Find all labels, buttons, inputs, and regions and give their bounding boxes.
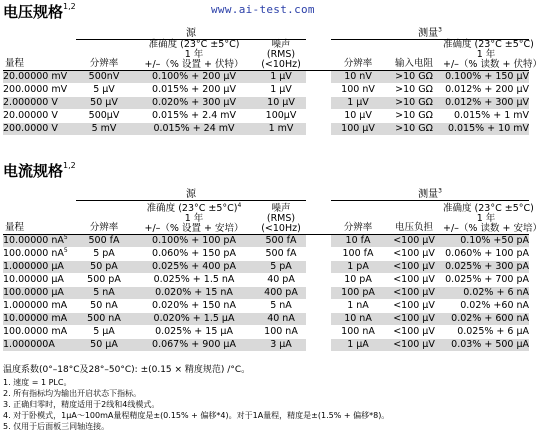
source-resolution-cell: 50 μV [76,97,132,110]
source-accuracy-header: 准确度 (23°C ±5°C) 1 年 +/–（% 设置 + 伏特） [144,39,244,70]
table-row [3,261,529,274]
source-group-header: 源 [76,185,306,201]
noise-cell: 5 nA [256,300,306,313]
noise-cell: 3 μA [256,339,306,352]
source-resolution-cell: 5 nA [76,287,132,300]
footnote-item: 4. 对于卧模式，1μA～100mA量程精度是±(0.15% + 偏移*4)。对于1A量程，精度是±(1.5% + 偏移*8)。 [3,411,390,420]
watermark-url: www.ai-test.com [211,3,315,16]
measure-resolution-cell: 1 nA [331,300,385,313]
measure-accuracy-cell: 0.03% + 500 μA [443,339,529,352]
gap [306,287,331,300]
measure-accuracy-cell: 0.015% + 1 mV [443,110,529,123]
source-accuracy-cell: 0.015% + 200 μV [132,84,256,97]
source-accuracy-cell: 0.025% + 15 μA [132,326,256,339]
measure-group-header: 测量$^3$ [331,24,529,40]
gap [306,274,331,287]
noise-cell: 5 pA [256,261,306,274]
voltage-burden-header: 电压负担 [395,222,434,234]
voltage-spec-title: 电压规格$^{1,2}$ [3,2,76,21]
source-resolution-cell: 5 μV [76,84,132,97]
table-row [3,235,529,248]
range-cell: 100.0000 μA [3,287,76,300]
input-resistance-cell: >10 GΩ [385,123,443,136]
voltage-burden-cell: <100 μV [385,313,443,326]
voltage-burden-cell: <100 μV [385,235,443,248]
source-accuracy-cell: 0.067% + 900 μA [132,339,256,352]
range-cell: 100.0000 mA [3,326,76,339]
range-cell: 20.00000 mV [3,71,76,84]
input-resistance-cell: >10 GΩ [385,84,443,97]
source-resolution-cell: 500 nA [76,313,132,326]
temperature-coefficient-note: 温度系数(0°–18°C及28°–50°C): ±(0.15 × 精度规范) /°C。 [3,365,251,375]
table-row [3,71,529,84]
measure-accuracy-header: 准确度 (23°C ±5°C) 1 年 +/–（% 读数 + 安培） [443,203,542,235]
range-cell: 20.00000 V [3,110,76,123]
voltage-burden-cell: <100 μV [385,287,443,300]
measure-resolution-cell: 10 nA [331,313,385,326]
source-resolution-cell: 5 μA [76,326,132,339]
measure-accuracy-cell: 0.060% + 100 pA [443,248,529,261]
current-spec-table [3,185,542,352]
input-resistance-header: 输入电阻 [395,58,434,69]
voltage-burden-cell: <100 μV [385,339,443,352]
input-resistance-cell: >10 GΩ [385,71,443,84]
measure-resolution-cell: 10 pA [331,274,385,287]
range-cell: 10.00000 mA [3,313,76,326]
source-resolution-cell: 5 mV [76,123,132,136]
range-cell: 1.000000A [3,339,76,352]
table-row [3,248,529,261]
measure-accuracy-cell: 0.012% + 200 μV [443,84,529,97]
table-row [3,326,529,339]
table-row [3,313,529,326]
measure-resolution-cell: 1 μA [331,339,385,352]
source-resolution-cell: 500 pA [76,274,132,287]
measure-accuracy-cell: 0.025% + 300 pA [443,261,529,274]
gap [306,235,331,248]
measure-resolution-cell: 100 pA [331,287,385,300]
gap [306,71,331,84]
footnote-item: 5. 仅用于后面板三同轴连接。 [3,422,110,431]
measure-resolution-cell: 100 nA [331,326,385,339]
range-cell: 100.0000 $nA^5$ [3,248,76,261]
noise-cell: 1 mV [256,123,306,136]
source-resolution-cell: 500 fA [76,235,132,248]
gap [306,313,331,326]
source-accuracy-header: 准确度 $(23^\circ C \pm 5^\circ C)^4$ 1 年 +/–（% 设置 + 安培） [144,202,244,235]
measure-accuracy-cell: 0.015% + 10 mV [443,123,529,136]
table-row [3,339,529,352]
measure-accuracy-cell: 0.02% + 6 nA [443,287,529,300]
noise-cell: 100μV [256,110,306,123]
measure-accuracy-cell: 0.100% + 150 μV [443,71,529,84]
source-resolution-cell: 50 pA [76,261,132,274]
range-header: 量程 [5,222,25,234]
voltage-burden-cell: <100 μV [385,248,443,261]
source-accuracy-cell: 0.020% + 150 nA [132,300,256,313]
range-cell: 10.00000 μA [3,274,76,287]
source-resolution-cell: 50 μA [76,339,132,352]
noise-header: 噪声 (RMS) (<10Hz) [261,39,301,70]
source-accuracy-cell: 0.020% + 300 μV [132,97,256,110]
table-row [3,110,529,123]
measure-resolution-cell: 10 fA [331,235,385,248]
measure-resolution-cell: 100 μV [331,123,385,136]
source-group-header: 源 [76,24,306,40]
gap [306,326,331,339]
table-row [3,300,529,313]
gap [306,261,331,274]
voltage-burden-cell: <100 μV [385,261,443,274]
range-cell: 10.00000 $nA^5$ [3,235,76,248]
source-resolution-header: 分辨率 [89,58,119,69]
range-header: 量程 [5,58,25,69]
voltage-burden-cell: <100 μV [385,274,443,287]
measure-accuracy-cell: 0.012% + 300 μV [443,97,529,110]
input-resistance-cell: >10 GΩ [385,110,443,123]
source-resolution-header: 分辨率 [89,222,119,234]
measure-resolution-cell: 10 μV [331,110,385,123]
source-resolution-cell: 50 nA [76,300,132,313]
table-row [3,84,529,97]
source-accuracy-cell: 0.025% + 400 pA [132,261,256,274]
source-accuracy-cell: 0.100% + 100 pA [132,235,256,248]
source-accuracy-cell: 0.015% + 24 mV [132,123,256,136]
measure-accuracy-header: 准确度 (23°C ±5°C) 1 年 +/–（% 读数 + 伏特） [443,39,542,70]
source-resolution-cell: 500nV [76,71,132,84]
gap [306,97,331,110]
gap [306,248,331,261]
voltage-burden-cell: <100 μV [385,300,443,313]
source-resolution-cell: 500μV [76,110,132,123]
voltage-spec-table [3,24,542,136]
measure-resolution-cell: 1 pA [331,261,385,274]
source-accuracy-cell: 0.020% + 15 nA [132,287,256,300]
source-accuracy-cell: 0.025% + 1.5 nA [132,274,256,287]
measure-accuracy-cell: 0.02% + 600 nA [443,313,529,326]
current-spec-title: 电流规格$^{1,2}$ [3,161,76,180]
measure-accuracy-cell: 0.025% + 6 μA [443,326,529,339]
measure-group-header: 测量$^3$ [331,185,529,201]
range-cell: 200.0000 mV [3,84,76,97]
gap [306,123,331,136]
footnote-item: 3. 正确归零时，精度适用于2线和4线模式。 [3,400,160,409]
voltage-burden-cell: <100 μV [385,326,443,339]
input-resistance-cell: >10 GΩ [385,97,443,110]
noise-cell: 1 μV [256,71,306,84]
measure-resolution-header: 分辨率 [343,222,373,234]
footnotes [3,364,389,432]
table-row [3,287,529,300]
gap [306,84,331,97]
range-cell: 200.0000 V [3,123,76,136]
source-accuracy-cell: 0.015% + 2.4 mV [132,110,256,123]
measure-resolution-cell: 1 μV [331,97,385,110]
noise-cell: 500 fA [256,248,306,261]
table-row [3,97,529,110]
noise-cell: 400 pA [256,287,306,300]
measure-resolution-cell: 10 nV [331,71,385,84]
noise-header: 噪声 (RMS) (<10Hz) [261,203,301,235]
gap [306,339,331,352]
noise-cell: 40 pA [256,274,306,287]
measure-accuracy-cell: 0.10% +50 pA [443,235,529,248]
footnote-item: 1. 速度 = 1 PLC。 [3,378,72,387]
noise-cell: 1 μV [256,84,306,97]
measure-accuracy-cell: 0.025% + 700 pA [443,274,529,287]
measure-resolution-cell: 100 fA [331,248,385,261]
measure-resolution-header: 分辨率 [343,58,373,69]
source-accuracy-cell: 0.060% + 150 pA [132,248,256,261]
range-cell: 1.000000 μA [3,261,76,274]
measure-accuracy-cell: 0.02% +60 nA [443,300,529,313]
noise-cell: 10 μV [256,97,306,110]
source-accuracy-cell: 0.020% + 1.5 μA [132,313,256,326]
noise-cell: 100 nA [256,326,306,339]
source-accuracy-cell: 0.100% + 200 μV [132,71,256,84]
measure-resolution-cell: 100 nV [331,84,385,97]
noise-cell: 500 fA [256,235,306,248]
gap [306,300,331,313]
gap [306,110,331,123]
table-row [3,274,529,287]
table-row [3,123,529,136]
footnote-item: 2. 所有指标均为输出开启状态下指标。 [3,389,142,398]
noise-cell: 40 nA [256,313,306,326]
range-cell: 2.000000 V [3,97,76,110]
source-resolution-cell: 5 pA [76,248,132,261]
range-cell: 1.000000 mA [3,300,76,313]
